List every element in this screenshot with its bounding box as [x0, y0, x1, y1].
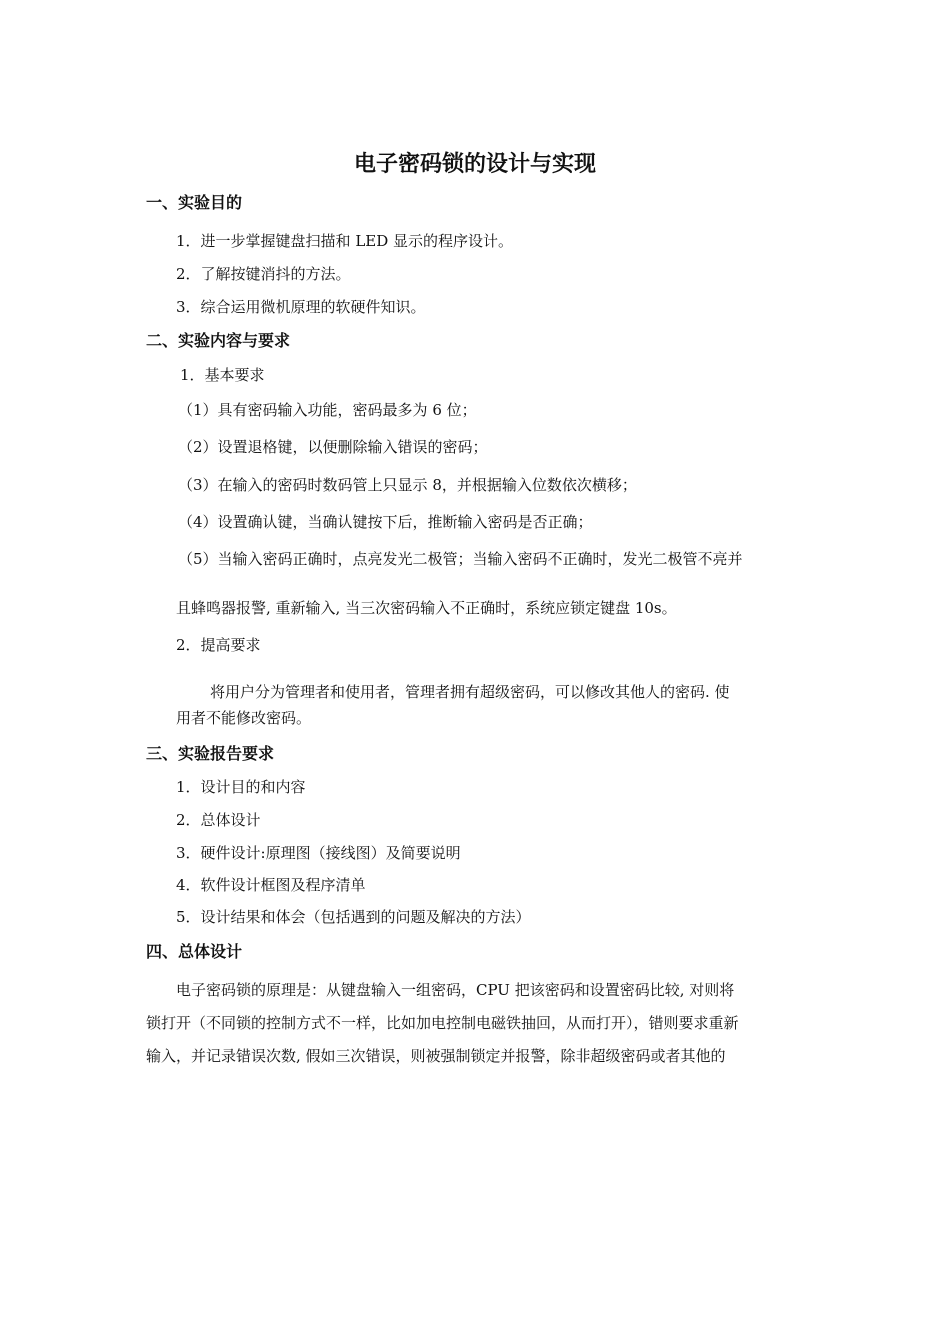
requirement-item-5: （5）当输入密码正确时，点亮发光二极管；当输入密码不正确时，发光二极管不亮并 [178, 550, 743, 568]
overall-design-line-1: 电子密码锁的原理是：从键盘输入一组密码，CPU 把该密码和设置密码比较, 对则将 [176, 981, 735, 999]
requirement-item-2: （2）设置退格键，以便删除输入错误的密码； [178, 438, 488, 456]
basic-requirements-label: 1．基本要求 [180, 366, 265, 384]
advanced-requirements-label: 2．提高要求 [176, 636, 261, 654]
requirement-item-1: （1）具有密码输入功能，密码最多为 6 位； [178, 401, 477, 419]
section-heading-content: 二、实验内容与要求 [146, 331, 291, 350]
report-item-5: 5．设计结果和体会（包括遇到的问题及解决的方法） [176, 908, 531, 926]
overall-design-line-2: 锁打开（不同锁的控制方式不一样，比如加电控制电磁铁抽回，从而打开），错则要求重新 [146, 1014, 739, 1032]
objective-item-2: 2．了解按键消抖的方法。 [176, 265, 351, 283]
report-item-3: 3．硬件设计:原理图（接线图）及简要说明 [176, 844, 461, 862]
requirement-item-4: （4）设置确认键，当确认键按下后，推断输入密码是否正确； [178, 513, 593, 531]
document-title: 电子密码锁的设计与实现 [353, 152, 596, 177]
advanced-paragraph-line-1: 将用户分为管理者和使用者，管理者拥有超级密码，可以修改其他人的密码. 使 [210, 683, 730, 701]
requirement-item-3: （3）在输入的密码时数码管上只显示 8，并根据输入位数依次横移； [178, 476, 637, 494]
objective-item-1: 1．进一步掌握键盘扫描和 LED 显示的程序设计。 [176, 232, 514, 250]
objective-item-3: 3．综合运用微机原理的软硬件知识。 [176, 298, 426, 316]
advanced-paragraph-line-2: 用者不能修改密码。 [176, 709, 312, 727]
section-heading-report: 三、实验报告要求 [146, 744, 275, 763]
report-item-4: 4．软件设计框图及程序清单 [176, 876, 366, 894]
section-heading-overall-design: 四、总体设计 [146, 942, 243, 961]
report-item-1: 1．设计目的和内容 [176, 778, 306, 796]
requirement-item-5-continued: 且蜂鸣器报警, 重新输入, 当三次密码输入不正确时，系统应锁定键盘 10s。 [176, 599, 677, 617]
overall-design-line-3: 输入，并记录错误次数, 假如三次错误，则被强制锁定并报警，除非超级密码或者其他的 [146, 1047, 726, 1065]
report-item-2: 2．总体设计 [176, 811, 261, 829]
section-heading-objective: 一、实验目的 [146, 193, 243, 212]
